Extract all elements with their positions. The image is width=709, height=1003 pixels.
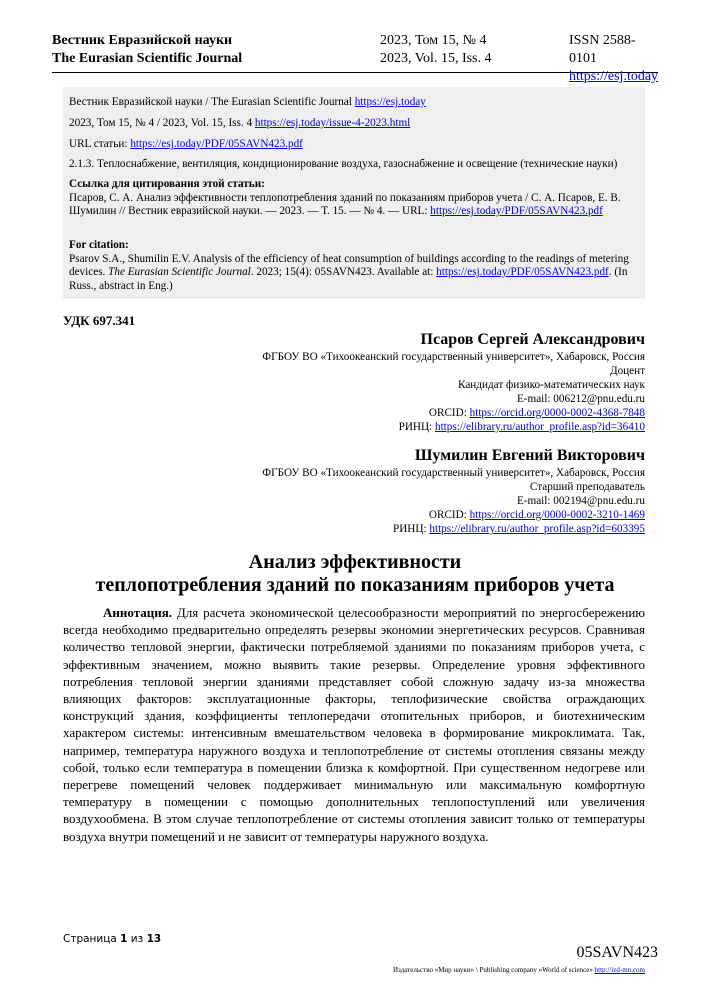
orcid-link[interactable]: https://orcid.org/0000-0002-4368-7848 xyxy=(469,407,645,419)
abstract-text: Для расчета экономической целесообразности мероприятий по энергосбережению всегда необходимо предварительно определять резервы экономии энергетических ресурсов. Сравнивая количество тепловой энергии, фактически потребляемой зданиями по показаниям приборов учета, с эффективным значением, можно выявить такие резервы. Определение уровня эффективного потребления тепловой энергии зданиями представляет собой сложную задачу из-за множества влияющих факторов: эксплуатационные факторы, теплофизические свойства ограждающих конструкций здания, коэффициенты теплопередачи отопительных приборов, и биотехническим характером системы: интенсивным вмешательством человека в формирование микроклимата. Так, например, температура наружного воздуха и теплопотребление от системы отопления связаны между собой, только если температура в помещении близка к комфортной. При существенном недогреве или перегреве помещений человек поддерживает минимальную или максимальную комфортную температуру в помещении с помощью дополнительных теплопоступлений или увеличения воздухообмена. В этом случае теплопотребление от системы отопления зависит только от температуры воздуха внутри помещений и не зависит от температуры наружного воздуха. xyxy=(63,605,645,844)
author-orcid: ORCID: https://orcid.org/0000-0002-3210-1469 xyxy=(428,509,645,521)
citation-en-link[interactable]: https://esj.today/PDF/05SAVN423.pdf xyxy=(436,266,609,278)
citation-ru-link[interactable]: https://esj.today/PDF/05SAVN423.pdf xyxy=(430,205,603,217)
page-number: Страница 1 из 13 xyxy=(63,933,162,945)
article-title-line2: теплопотребления зданий по показаниям приборов учета xyxy=(95,574,615,596)
author-degree: Кандидат физико-математических наук xyxy=(458,379,645,391)
header-journal-names xyxy=(52,32,242,68)
journal-site-link[interactable]: https://esj.today xyxy=(569,69,659,84)
citation-ru-heading: Ссылка для цитирования этой статьи: xyxy=(69,178,265,190)
author-email: E-mail: 006212@pnu.edu.ru xyxy=(516,393,645,405)
info-url-line: URL статьи: https://esj.today/PDF/05SAVN423.pdf xyxy=(69,138,303,150)
author-orcid: ORCID: https://orcid.org/0000-0002-4368-7848 xyxy=(428,407,645,419)
author-name: Псаров Сергей Александрович xyxy=(420,331,645,348)
author-rinc: РИНЦ: https://elibrary.ru/author_profile.asp?id=36410 xyxy=(398,421,645,433)
author-affiliation: ФГБОУ ВО «Тихоокеанский государственный университет», Хабаровск, Россия xyxy=(262,351,645,363)
article-title xyxy=(52,551,658,597)
publisher-line: Издательство «Мир науки» \ Publishing company «World of science» http://izd-mn.com xyxy=(393,966,645,974)
author-affiliation: ФГБОУ ВО «Тихоокеанский государственный университет», Хабаровск, Россия xyxy=(262,467,645,479)
author-rinc: РИНЦ: https://elibrary.ru/author_profile.asp?id=603395 xyxy=(393,523,645,535)
author-position: Доцент xyxy=(609,365,645,377)
issue-ru: 2023, Том 15, № 4 xyxy=(380,33,487,48)
info-issue-link[interactable]: https://esj.today/issue-4-2023.html xyxy=(254,117,411,129)
udk-code: УДК 697.341 xyxy=(63,313,136,328)
author-block xyxy=(262,330,645,434)
info-issue-line: 2023, Том 15, № 4 / 2023, Vol. 15, Iss. 4 https://esj.today/issue-4-2023.html xyxy=(69,117,411,129)
citation-en: For citation: Psarov S.A., Shumilin E.V. Analysis of the efficiency of heat consumption of buildings according to the readings of metering devices. The Eurasian Scientific Journal. 2023; 15(4): 05SAVN423. Available at: https://esj.today/PDF/05SAVN423.pdf. (In Russ., abstract in Eng.) xyxy=(69,239,641,293)
issue-en: 2023, Vol. 15, Iss. 4 xyxy=(380,51,492,66)
author-position: Старший преподаватель xyxy=(529,481,645,493)
author-name: Шумилин Евгений Викторович xyxy=(414,447,645,464)
header-issn xyxy=(569,32,658,86)
rinc-link[interactable]: https://elibrary.ru/author_profile.asp?id=603395 xyxy=(429,523,645,535)
header-issue xyxy=(380,32,492,68)
rinc-link[interactable]: https://elibrary.ru/author_profile.asp?id=36410 xyxy=(434,421,645,433)
abstract xyxy=(63,604,645,845)
citation-en-heading: For citation: xyxy=(69,239,129,251)
running-header xyxy=(52,32,659,84)
publisher-link[interactable]: http://izd-mn.com xyxy=(594,966,645,974)
info-journal-line: Вестник Евразийской науки / The Eurasian Scientific Journal https://esj.today xyxy=(69,96,426,108)
journal-name-ru: Вестник Евразийской науки xyxy=(52,33,233,48)
journal-name-en: The Eurasian Scientific Journal xyxy=(52,51,243,66)
orcid-link[interactable]: https://orcid.org/0000-0002-3210-1469 xyxy=(469,509,645,521)
author-block xyxy=(262,446,645,536)
article-code: 05SAVN423 xyxy=(576,944,658,961)
issn: ISSN 2588-0101 xyxy=(569,33,636,66)
citation-info-box xyxy=(63,87,645,299)
article-title-line1: Анализ эффективности xyxy=(248,551,462,573)
citation-ru: Ссылка для цитирования этой статьи: Псаров, С. А. Анализ эффективности теплопотребления зданий по показаниям приборов учета / С. А. Псаров, Е. В. Шумилин // Вестник евразийской науки. — 2023. — Т. 15. — № 4. — URL: https://esj.today/PDF/05SAVN423.pdf xyxy=(69,178,641,219)
info-specialty-line: 2.1.3. Теплоснабжение, вентиляция, кондиционирование воздуха, газоснабжение и освещение (технические науки) xyxy=(69,158,618,170)
author-email: E-mail: 002194@pnu.edu.ru xyxy=(516,495,645,507)
info-article-url-link[interactable]: https://esj.today/PDF/05SAVN423.pdf xyxy=(130,138,303,150)
abstract-label: Аннотация. xyxy=(103,605,173,620)
info-journal-link[interactable]: https://esj.today xyxy=(354,96,426,108)
